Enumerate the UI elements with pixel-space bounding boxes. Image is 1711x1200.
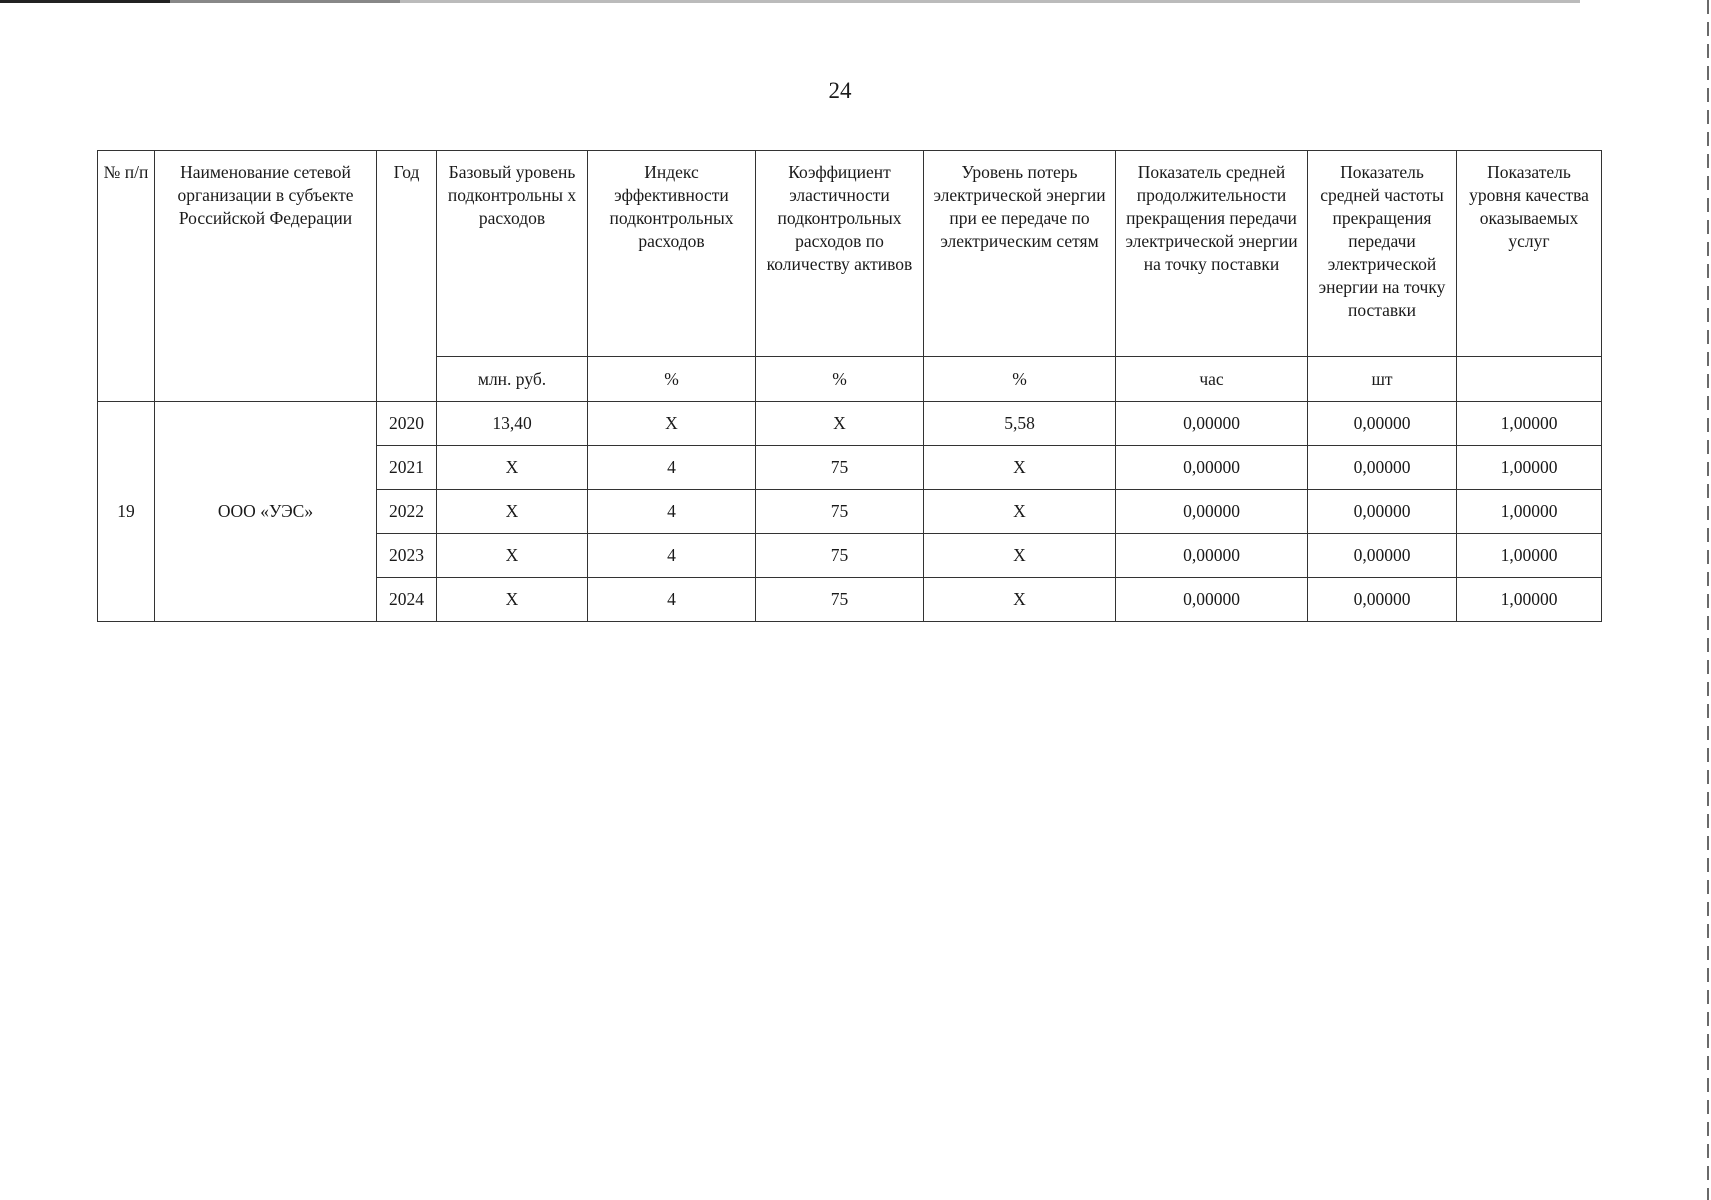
header-base-level: Базовый уровень подконтрольны х расходов [437,151,588,357]
page-number: 24 [828,78,852,103]
base-level-cell: 13,40 [437,402,588,446]
scan-edge-top [0,0,1580,3]
interruption-duration-cell: 0,00000 [1116,490,1308,534]
year-cell: 2021 [377,446,437,490]
interruption-frequency-cell: 0,00000 [1308,490,1457,534]
table-row [98,402,1602,446]
year-cell: 2022 [377,490,437,534]
service-quality-cell: 1,00000 [1457,402,1602,446]
loss-level-cell: X [924,534,1116,578]
header-elasticity-coefficient: Коэффициент эластичности подконтрольных расходов по количеству активов [756,151,924,357]
efficiency-index-cell: 4 [588,446,756,490]
unit-loss-level: % [924,357,1116,402]
base-level-cell: X [437,534,588,578]
interruption-duration-cell: 0,00000 [1116,578,1308,622]
header-organization: Наименование сетевой организации в субъекте Российской Федерации [155,151,377,402]
elasticity-coefficient-cell: X [756,402,924,446]
base-level-cell: X [437,578,588,622]
elasticity-coefficient-cell: 75 [756,534,924,578]
elasticity-coefficient-cell: 75 [756,446,924,490]
loss-level-cell: X [924,490,1116,534]
unit-service-quality [1457,357,1602,402]
loss-level-cell: X [924,578,1116,622]
scan-edge-right [1707,0,1709,1200]
header-interruption-duration: Показатель средней продолжительности прекращения передачи электрической энергии на точку поставки [1116,151,1308,357]
unit-base-level: млн. руб. [437,357,588,402]
loss-level-cell: 5,58 [924,402,1116,446]
header-service-quality: Показатель уровня качества оказываемых услуг [1457,151,1602,357]
unit-interruption-frequency: шт [1308,357,1457,402]
header-number: № п/п [98,151,155,402]
unit-elasticity-coefficient: % [756,357,924,402]
base-level-cell: X [437,490,588,534]
service-quality-cell: 1,00000 [1457,534,1602,578]
efficiency-index-cell: 4 [588,490,756,534]
year-cell: 2024 [377,578,437,622]
header-loss-level: Уровень потерь электрической энергии при ее передаче по электрическим сетям [924,151,1116,357]
interruption-frequency-cell: 0,00000 [1308,534,1457,578]
service-quality-cell: 1,00000 [1457,446,1602,490]
organization-name-cell: ООО «УЭС» [155,402,377,622]
base-level-cell: X [437,446,588,490]
efficiency-index-cell: 4 [588,534,756,578]
elasticity-coefficient-cell: 75 [756,578,924,622]
tariff-parameters-table [97,150,1602,622]
interruption-frequency-cell: 0,00000 [1308,402,1457,446]
year-cell: 2020 [377,402,437,446]
interruption-frequency-cell: 0,00000 [1308,446,1457,490]
interruption-duration-cell: 0,00000 [1116,534,1308,578]
loss-level-cell: X [924,446,1116,490]
service-quality-cell: 1,00000 [1457,490,1602,534]
unit-interruption-duration: час [1116,357,1308,402]
header-year: Год [377,151,437,402]
header-row [98,151,1602,357]
header-efficiency-index: Индекс эффективности подконтрольных расходов [588,151,756,357]
interruption-duration-cell: 0,00000 [1116,446,1308,490]
interruption-frequency-cell: 0,00000 [1308,578,1457,622]
efficiency-index-cell: X [588,402,756,446]
unit-efficiency-index: % [588,357,756,402]
row-number-cell: 19 [98,402,155,622]
interruption-duration-cell: 0,00000 [1116,402,1308,446]
service-quality-cell: 1,00000 [1457,578,1602,622]
efficiency-index-cell: 4 [588,578,756,622]
header-interruption-frequency: Показатель средней частоты прекращения передачи электрической энергии на точку поставки [1308,151,1457,357]
elasticity-coefficient-cell: 75 [756,490,924,534]
year-cell: 2023 [377,534,437,578]
